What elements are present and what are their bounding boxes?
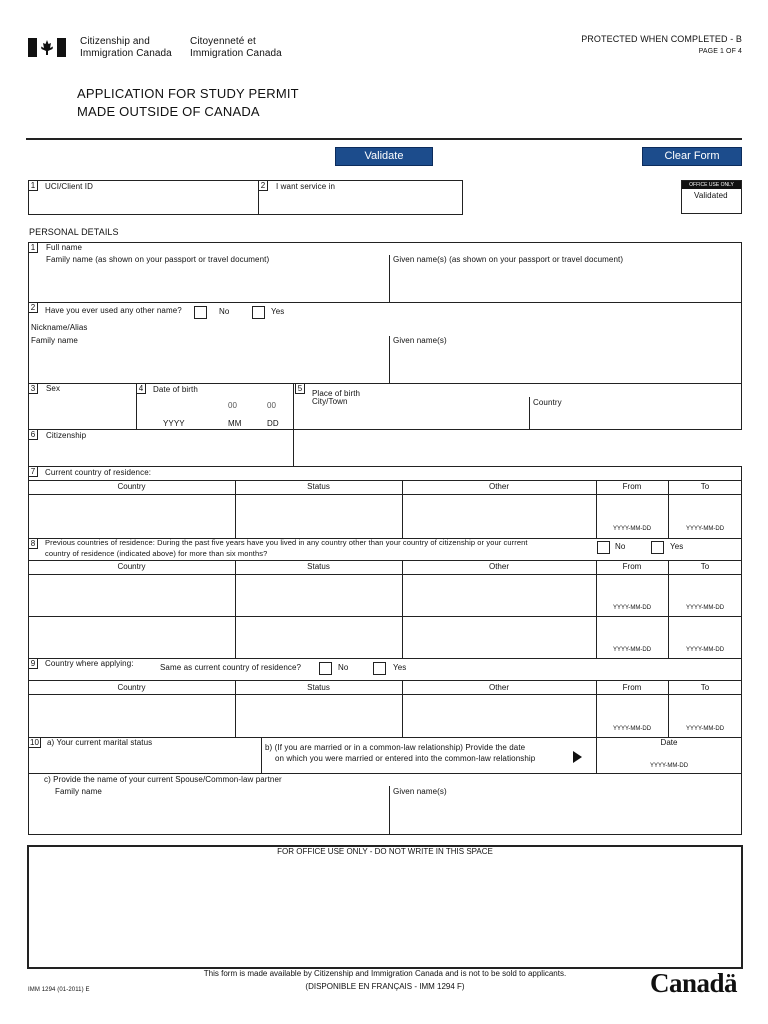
birth-country-label: Country [533,398,562,407]
dob-year-label: YYYY [163,419,185,428]
office-use-only-box [27,845,743,969]
column-header: Other [488,562,509,571]
yes-label: Yes [670,542,684,551]
divider [28,616,742,617]
column-header: Country [117,482,146,491]
dob-month-label: MM [228,419,242,428]
marriage-date-question-2: on which you were married or entered into the common-law relationship [275,754,536,763]
service-language-label: I want service in [276,182,336,191]
office-use-badge: OFFICE USE ONLY [682,181,741,189]
alias-given-name-label: Given name(s) [393,336,447,345]
marriage-date-label: Date [660,738,678,747]
footer-note-2: (DISPONIBLE EN FRANÇAIS - IMM 1294 F) [305,982,465,991]
no-label: No [219,307,230,316]
column-header: Status [307,683,330,692]
city-town-label: City/Town [312,397,348,406]
divider [28,680,742,681]
question-number: 4 [136,383,146,394]
no-label: No [615,542,626,551]
column-header: To [700,683,710,692]
date-format-hint: YYYY-MM-DD [685,605,725,611]
divider [28,494,742,495]
full-name-label: Full name [46,243,83,252]
marriage-date-format-hint: YYYY-MM-DD [649,763,689,769]
question-number: 5 [295,383,305,394]
office-use-only-label: FOR OFFICE USE ONLY - DO NOT WRITE IN THIS SPACE [277,847,493,856]
date-format-hint: YYYY-MM-DD [612,526,652,532]
divider [28,574,742,575]
applying-country-label: Country where applying: [45,659,134,668]
divider [235,560,236,659]
yes-label: Yes [271,307,285,316]
previous-residence-question-2: country of residence (indicated above) for more than six months? [45,549,268,558]
clear-form-button[interactable]: Clear Form [642,147,742,166]
dob-day-label: DD [267,419,279,428]
dob-day-value[interactable]: 00 [267,401,277,410]
no-label: No [338,663,349,672]
form-title-line-1: APPLICATION FOR STUDY PERMIT [77,86,299,101]
question-number: 7 [28,466,38,477]
other-name-yes-checkbox[interactable] [252,306,265,319]
marriage-date-question-1: b) (If you are married or in a common-law relationship) Provide the date [265,743,526,752]
arrow-right-icon [573,751,582,763]
org-name-en-2: Immigration Canada [80,48,172,59]
divider [28,773,742,774]
divider [389,336,390,384]
spouse-name-question: c) Provide the name of your current Spouse/Common-law partner [44,775,282,784]
org-name-en-1: Citizenship and [80,36,150,47]
column-header: Status [307,562,330,571]
family-name-label: Family name (as shown on your passport or travel document) [46,255,270,264]
date-format-hint: YYYY-MM-DD [612,647,652,653]
question-number: 2 [28,302,38,313]
header-divider [26,138,742,140]
other-name-question: Have you ever used any other name? [45,306,182,315]
column-header: Country [117,683,146,692]
current-residence-label: Current country of residence: [45,468,152,477]
column-header: To [700,482,710,491]
yes-label: Yes [393,663,407,672]
citizenship-label: Citizenship [46,431,87,440]
validated-label: Validated [694,191,728,200]
column-header: From [622,683,642,692]
divider [28,480,742,481]
question-number: 6 [28,429,38,440]
canada-wordmark: Canadä [650,968,738,998]
divider [389,786,390,835]
full-name-section [28,242,742,303]
previous-residence-no-checkbox[interactable] [597,541,610,554]
spouse-given-name-label: Given name(s) [393,787,447,796]
question-number: 2 [258,180,268,191]
date-format-hint: YYYY-MM-DD [612,605,652,611]
column-header: To [700,562,710,571]
column-header: Other [488,482,509,491]
column-header: From [622,482,642,491]
dob-label: Date of birth [153,385,198,394]
marital-status-label: a) Your current marital status [47,738,153,747]
column-header: From [622,562,642,571]
question-number: 3 [28,383,38,394]
protected-label: PROTECTED WHEN COMPLETED - B [581,34,742,44]
same-country-yes-checkbox[interactable] [373,662,386,675]
alias-family-name-label: Family name [31,336,78,345]
date-format-hint: YYYY-MM-DD [685,726,725,732]
question-number: 10 [28,737,41,748]
canada-flag-logo [28,38,66,57]
divider [529,397,530,430]
date-format-hint: YYYY-MM-DD [685,647,725,653]
divider [28,560,742,561]
same-as-current-question: Same as current country of residence? [160,663,302,672]
date-format-hint: YYYY-MM-DD [612,726,652,732]
org-name-fr-2: Immigration Canada [190,48,282,59]
alias-label: Nickname/Alias [31,323,88,332]
same-country-no-checkbox[interactable] [319,662,332,675]
form-code: IMM 1294 (01-2011) E [28,987,90,993]
place-of-birth-label: Place of birth [312,389,361,398]
question-number: 1 [28,180,38,191]
given-name-label: Given name(s) (as shown on your passport or travel document) [393,255,624,264]
column-header: Other [488,683,509,692]
spouse-family-name-label: Family name [55,787,102,796]
uci-label: UCI/Client ID [45,182,93,191]
question-number: 1 [28,242,38,253]
question-number: 8 [28,538,38,549]
previous-residence-question-1: Previous countries of residence: During the past five years have you lived in any country other than your country of citizenship or your current [45,538,528,547]
question-number: 9 [28,658,38,669]
date-format-hint: YYYY-MM-DD [685,526,725,532]
dob-month-value[interactable]: 00 [228,401,238,410]
divider [389,255,390,303]
page-number: PAGE 1 OF 4 [698,48,742,55]
divider [402,560,403,659]
form-title-line-2: MADE OUTSIDE OF CANADA [77,104,260,119]
other-name-no-checkbox[interactable] [194,306,207,319]
footer-note-1: This form is made available by Citizenship and Immigration Canada and is not to be sold to applicants. [203,969,567,978]
section-heading: PERSONAL DETAILS [29,227,119,237]
previous-residence-yes-checkbox[interactable] [651,541,664,554]
column-header: Status [307,482,330,491]
column-header: Country [117,562,146,571]
divider [28,694,742,695]
org-name-fr-1: Citoyenneté et [190,36,256,47]
divider [261,737,262,774]
sex-label: Sex [46,384,61,393]
validate-button[interactable]: Validate [335,147,433,166]
